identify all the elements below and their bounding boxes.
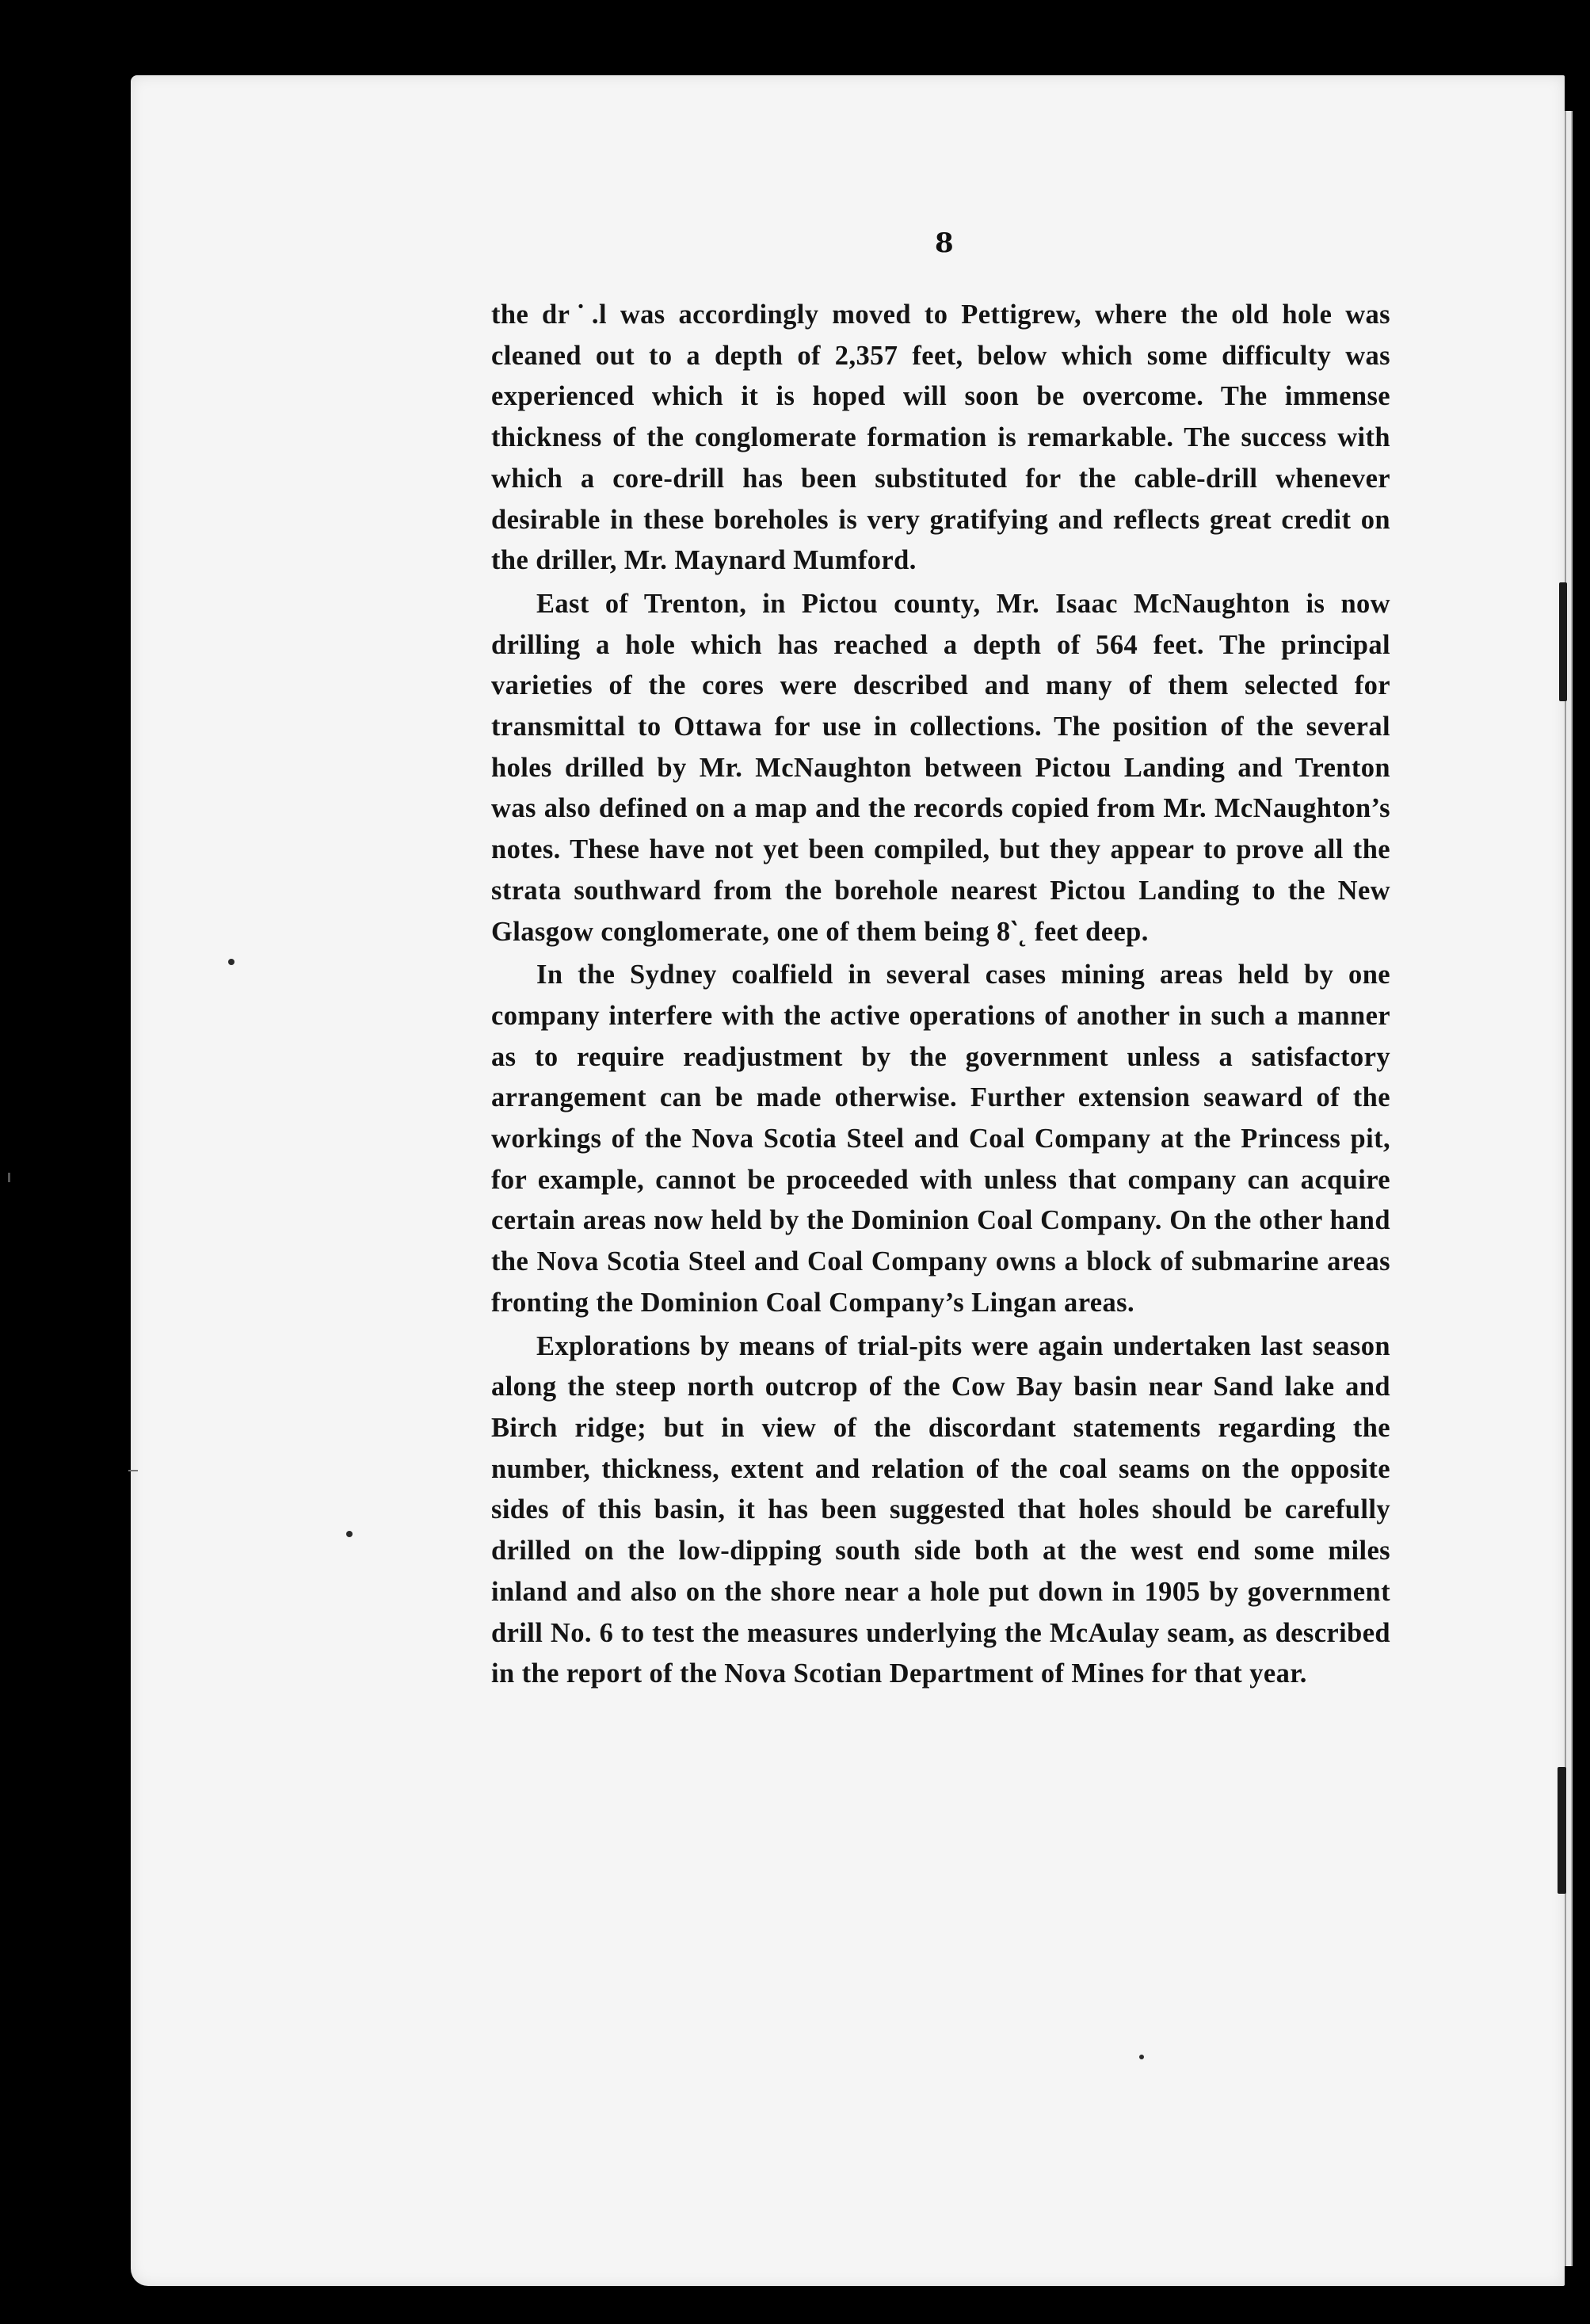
body-text [491, 295, 1390, 1697]
margin-speck [1139, 2055, 1144, 2059]
paragraph: Explorations by means of trial-pits were again undertaken last season along the steep north outcrop of the Cow Bay basin near Sand lake and Birch ridge; but in view of the discordant statements regarding the number, thickness, extent and relation of the coal seams on the opposite sides of this basin, it has been suggested that holes should be carefully drilled on the low-dipping south side both at the west end some miles inland and also on the shore near a hole put down in 1905 by government drill No. 6 to test the measures underlying the McAulay seam, as described in the report of the Nova Scotian Department of Mines for that year. [491, 1330, 1390, 1689]
margin-speck [346, 1531, 353, 1537]
paragraph: In the Sydney coalfield in several cases mining areas held by one company interfere with the active operations of another in such a manner as to require readjustment by the government unless a satisfactory arrangement can be made otherwise. Further extension seaward of the workings of the Nova Scotia Steel and Coal Company at the Princess pit, for example, cannot be proceeded with unless that company can acquire certain areas now held by the Dominion Coal Company. On the other hand the Nova Scotia Steel and Coal Company owns a block of submarine areas fronting the Dominion Coal Company’s Lingan areas. [491, 960, 1390, 1318]
paragraph: the dr˙.l was accordingly moved to Pettigrew, where the old hole was cleaned out to a depth of 2,357 feet, below which some difficulty was experienced which it is hoped will soon be overcome. The immense thickness of the conglomerate formation is remarkable. The success with which a core-drill has been substituted for the cable-drill whenever desirable in these boreholes is very gratifying and reflects great credit on the driller, Mr. Maynard Mumford. [491, 300, 1390, 576]
binding-mark-upper [1559, 582, 1567, 701]
page-edge [1565, 111, 1573, 2266]
margin-speck [128, 1470, 138, 1471]
binding-mark-lower [1558, 1767, 1566, 1894]
margin-speck [228, 959, 234, 965]
paragraph: East of Trenton, in Pictou county, Mr. Isaac McNaughton is now drilling a hole which has reached a depth of 564 feet. The principal varieties of the cores were described and many of them selected for transmittal to Ottawa for use in collections. The position of the several holes drilled by Mr. McNaughton between Pictou Landing and Trenton was also defined on a map and the records copied from Mr. McNaughton’s notes. These have not yet been compiled, but they appear to prove all the strata southward from the borehole nearest Pictou Landing to the New Glasgow conglomerate, one of them being 8‵˛ feet deep. [491, 588, 1390, 947]
margin-speck [8, 1173, 10, 1182]
page-number: 8 [935, 227, 954, 259]
